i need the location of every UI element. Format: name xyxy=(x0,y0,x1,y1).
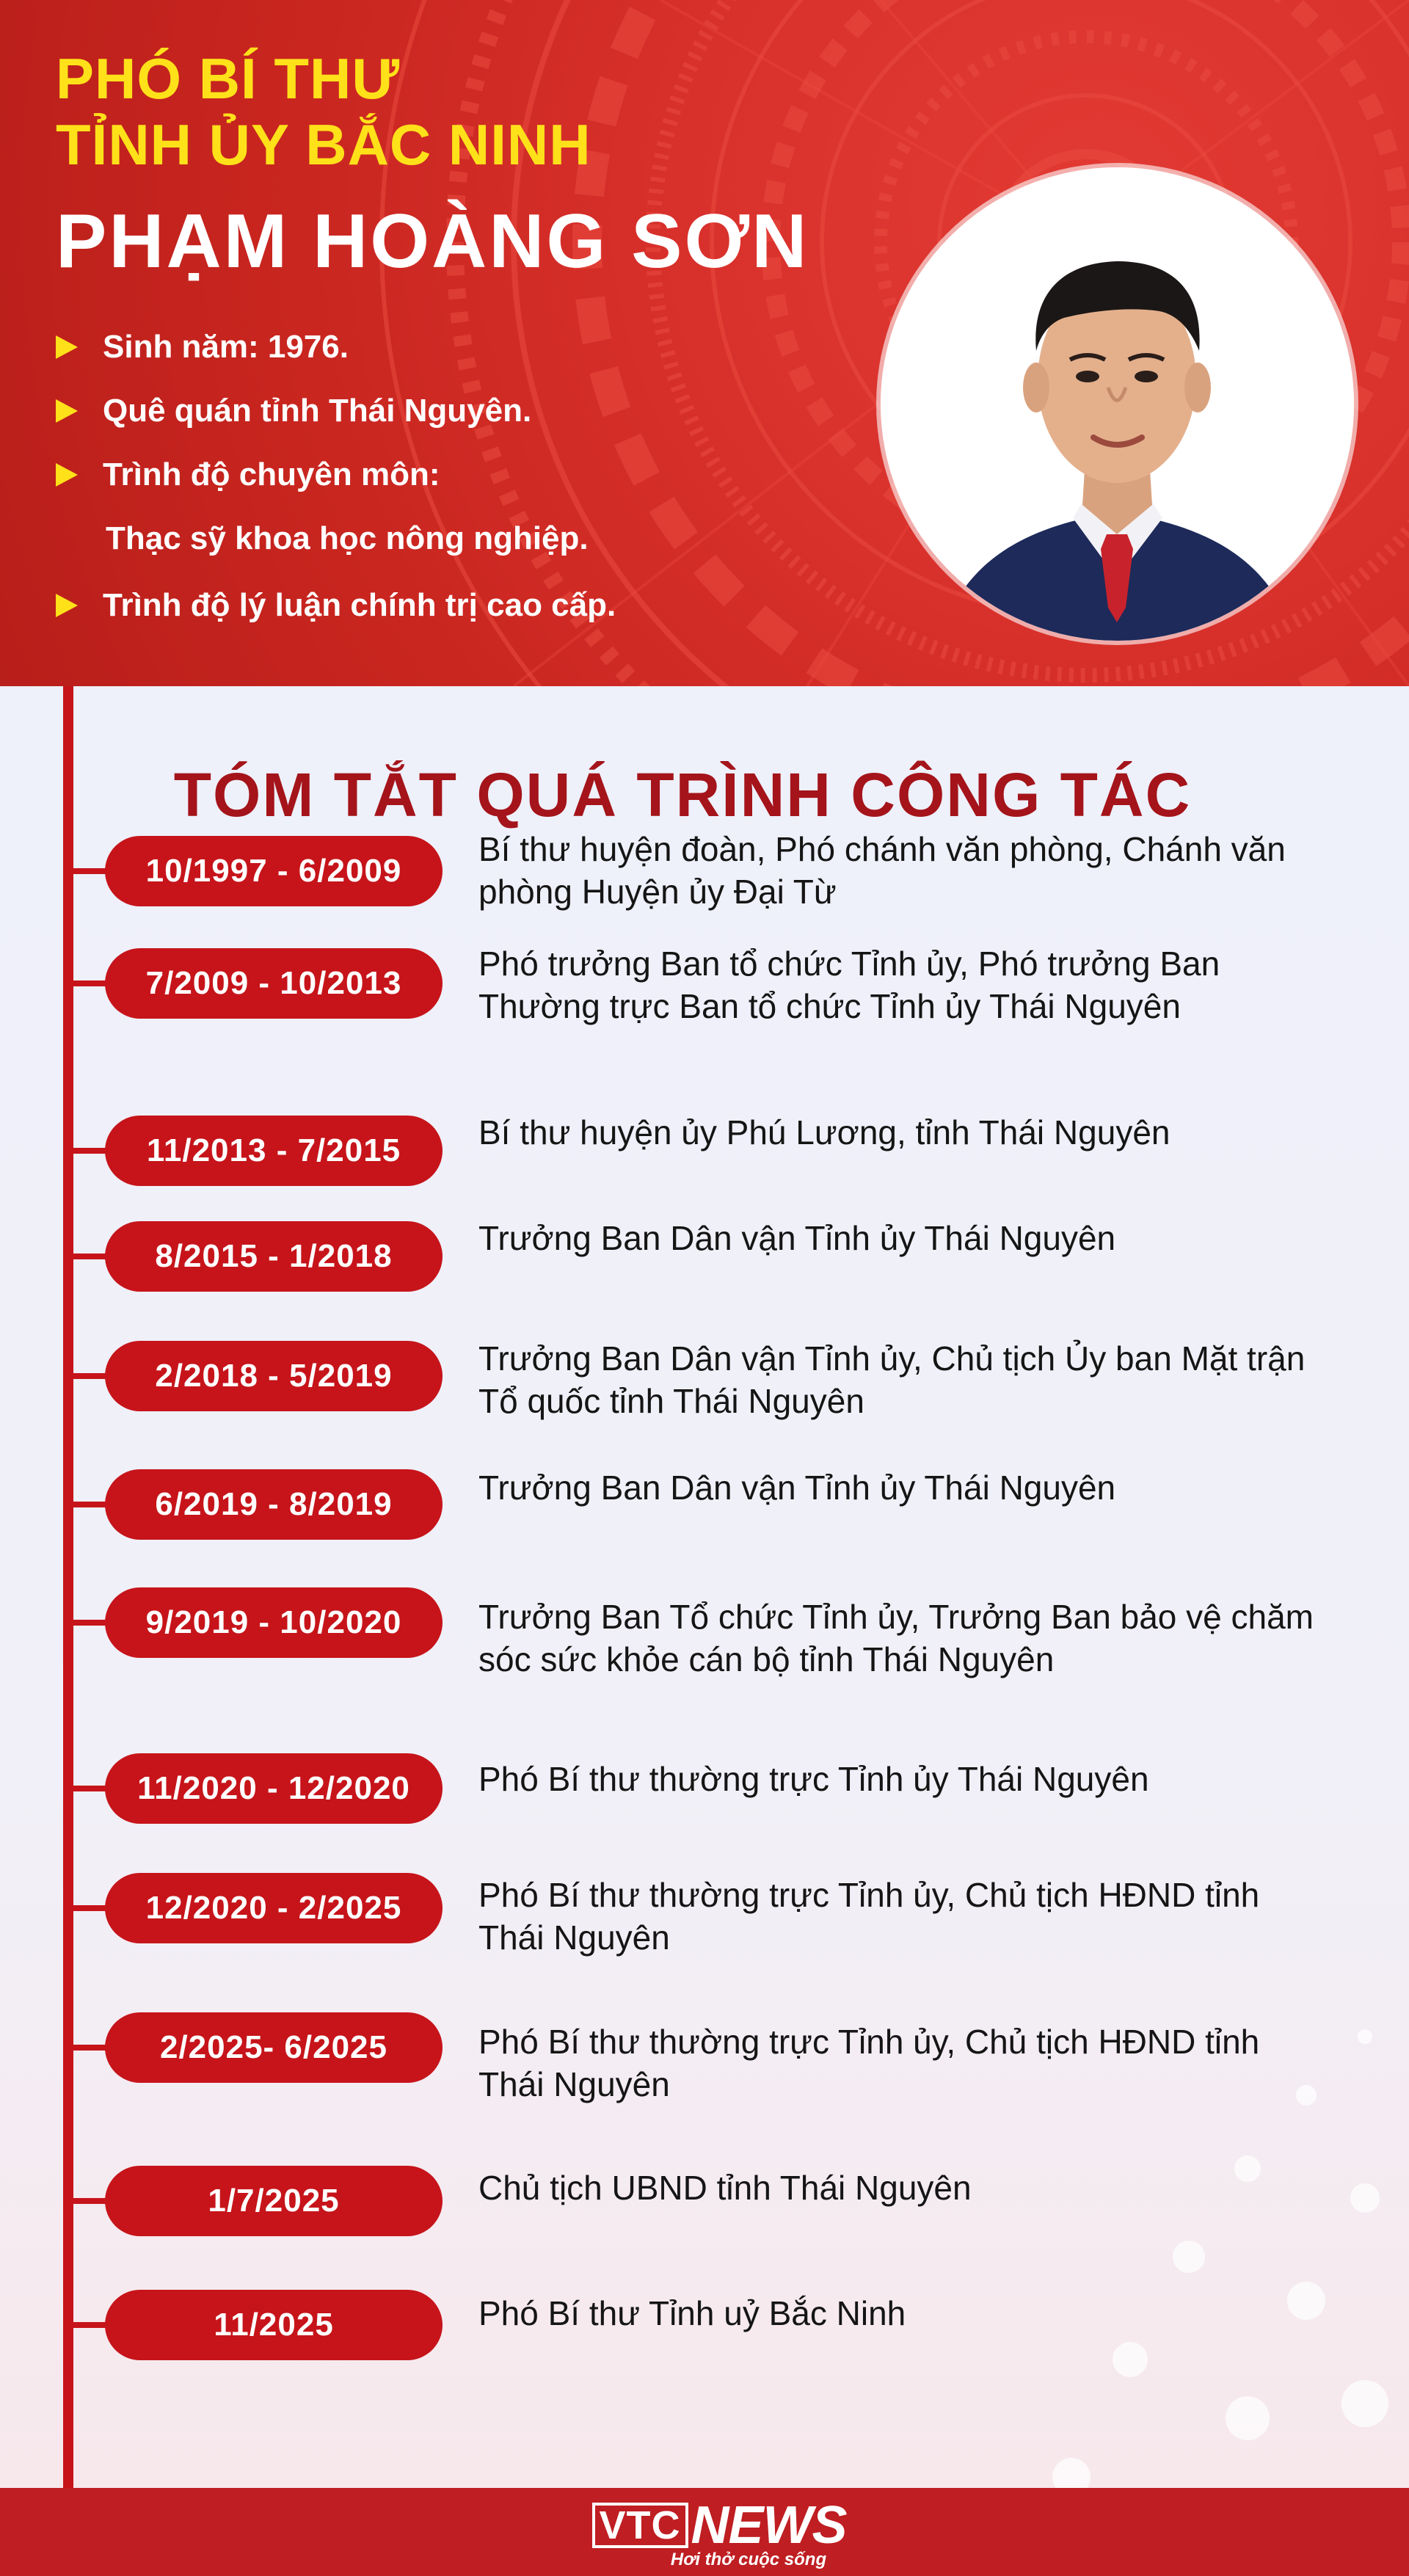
timeline-connector xyxy=(73,1786,107,1791)
timeline-connector xyxy=(73,1148,107,1154)
bio-item-education xyxy=(56,453,440,497)
timeline-connector xyxy=(73,1620,107,1626)
timeline-description: Bí thư huyện ủy Phú Lương, tỉnh Thái Nguyên xyxy=(478,1113,1170,1151)
timeline-period-pill: 10/1997 - 6/2009 xyxy=(105,836,443,906)
bullet-triangle-icon xyxy=(56,594,78,617)
bio-text: Trình độ lý luận chính trị cao cấp. xyxy=(103,587,616,623)
bio-item-political xyxy=(56,583,616,627)
person-name: PHẠM HOÀNG SƠN xyxy=(56,199,809,284)
timeline-vertical-bar xyxy=(63,686,73,2488)
timeline-period-pill: 6/2019 - 8/2019 xyxy=(105,1469,443,1540)
timeline-description: Bí thư huyện đoàn, Phó chánh văn phòng, Chánh văn phòng Huyện ủy Đại Từ xyxy=(478,830,1286,911)
logo-news-text: NEWS xyxy=(691,2496,847,2555)
timeline-period-pill: 2/2025- 6/2025 xyxy=(105,2012,443,2083)
vtc-news-logo xyxy=(572,2495,866,2569)
bullet-triangle-icon xyxy=(56,399,78,423)
timeline-period-pill: 8/2015 - 1/2018 xyxy=(105,1221,443,1292)
timeline-description: Chủ tịch UBND tỉnh Thái Nguyên xyxy=(478,2169,972,2207)
section-title: TÓM TẮT QUÁ TRÌNH CÔNG TÁC xyxy=(173,760,1192,829)
timeline-description: Phó Bí thư thường trực Tỉnh ủy Thái Nguyên xyxy=(478,1760,1149,1798)
timeline-description: Trưởng Ban Dân vận Tỉnh ủy Thái Nguyên xyxy=(478,1219,1116,1257)
timeline-description: Trưởng Ban Dân vận Tỉnh ủy, Chủ tịch Ủy ban Mặt trận Tổ quốc tỉnh Thái Nguyên xyxy=(478,1339,1306,1420)
bio-text: Quê quán tỉnh Thái Nguyên. xyxy=(103,393,532,429)
timeline-description: Phó trưởng Ban tổ chức Tỉnh ủy, Phó trưởng Ban Thường trực Ban tổ chức Tỉnh ủy Thái Nguyên xyxy=(478,945,1220,1025)
timeline-period-pill: 11/2013 - 7/2015 xyxy=(105,1116,443,1186)
timeline-period-pill: 1/7/2025 xyxy=(105,2166,443,2236)
bio-item-education-detail xyxy=(106,517,589,561)
bullet-triangle-icon xyxy=(56,463,78,487)
timeline-connector xyxy=(73,1254,107,1259)
bio-text: Trình độ chuyên môn: xyxy=(103,456,440,492)
timeline-connector xyxy=(73,2045,107,2051)
timeline-period-pill: 7/2009 - 10/2013 xyxy=(105,948,443,1019)
bio-item-hometown xyxy=(56,389,531,433)
portrait-photo xyxy=(881,167,1354,641)
timeline-connector xyxy=(73,1905,107,1911)
title-line-1: PHÓ BÍ THƯ xyxy=(56,46,401,111)
bullet-triangle-icon xyxy=(56,335,78,359)
bio-text: Thạc sỹ khoa học nông nghiệp. xyxy=(106,520,589,556)
logo-wordmark xyxy=(572,2496,866,2555)
logo-vtc-text: VTC xyxy=(592,2503,688,2548)
timeline-period-pill: 11/2025 xyxy=(105,2290,443,2360)
timeline-description: Phó Bí thư thường trực Tỉnh ủy, Chủ tịch HĐND tỉnh Thái Nguyên xyxy=(478,2023,1260,2103)
timeline-connector xyxy=(73,980,107,986)
title-line-2: TỈNH ỦY BẮC NINH xyxy=(56,112,591,177)
logo-slogan: Hơi thở cuộc sống xyxy=(670,2550,827,2569)
timeline-connector xyxy=(73,2322,107,2328)
header-banner xyxy=(0,0,1409,686)
timeline-period-pill: 12/2020 - 2/2025 xyxy=(105,1873,443,1943)
timeline-period-pill: 9/2019 - 10/2020 xyxy=(105,1587,443,1658)
timeline-connector xyxy=(73,868,107,874)
timeline-description: Phó Bí thư thường trực Tỉnh ủy, Chủ tịch HĐND tỉnh Thái Nguyên xyxy=(478,1876,1260,1957)
timeline-connector xyxy=(73,2198,107,2204)
timeline-description: Trưởng Ban Dân vận Tỉnh ủy Thái Nguyên xyxy=(478,1469,1116,1507)
timeline-connector xyxy=(73,1373,107,1379)
timeline-period-pill: 11/2020 - 12/2020 xyxy=(105,1753,443,1824)
bio-item-birth xyxy=(56,325,349,369)
timeline-period-pill: 2/2018 - 5/2019 xyxy=(105,1341,443,1411)
footer-bar xyxy=(0,2488,1409,2576)
bio-text: Sinh năm: 1976. xyxy=(103,329,349,365)
timeline-description: Phó Bí thư Tỉnh uỷ Bắc Ninh xyxy=(478,2294,906,2332)
timeline-connector xyxy=(73,1502,107,1507)
timeline-description: Trưởng Ban Tổ chức Tỉnh ủy, Trưởng Ban bảo vệ chăm sóc sức khỏe cán bộ tỉnh Thái Nguyên xyxy=(478,1598,1314,1678)
